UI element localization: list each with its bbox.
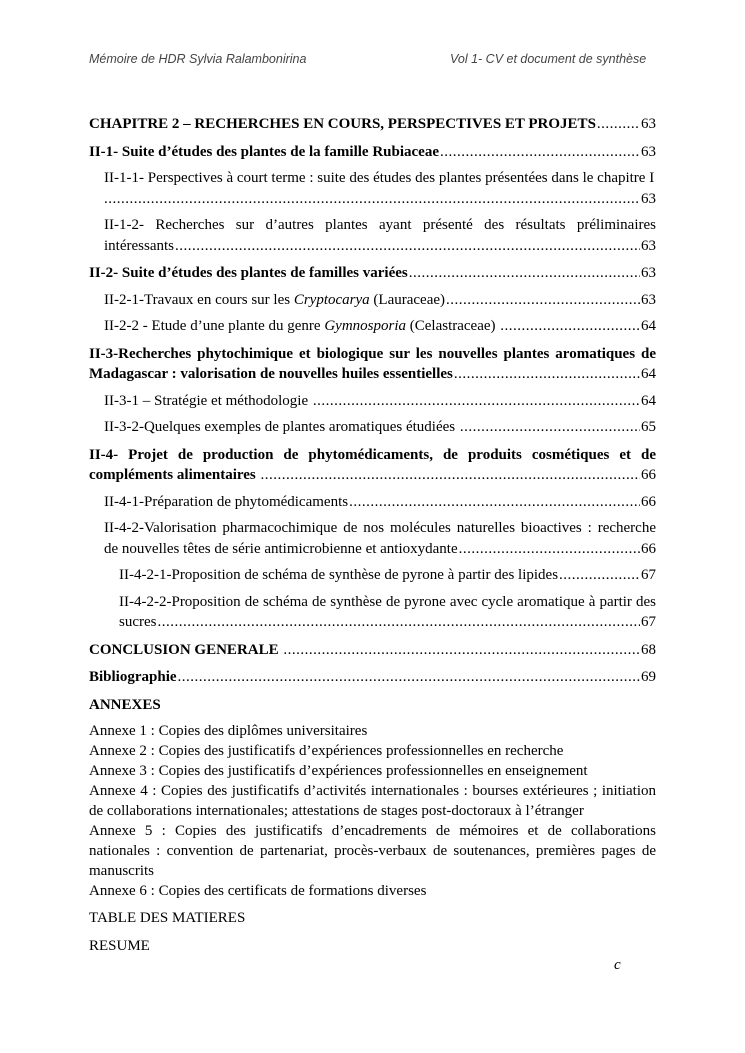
toc-entry-chapitre-2[interactable]: CHAPITRE 2 – RECHERCHES EN COURS, PERSPECTIVES ET PROJETS ..... 63 xyxy=(89,114,656,135)
toc-entry-ii-4[interactable]: II-4- Projet de production de phytomédicaments, de produits cosmétiques et de compléments alimentaires ..... 66 xyxy=(89,445,656,486)
toc-entry-ii-4-2-1[interactable]: II-4-2-1-Proposition de schéma de synthèse de pyrone à partir des lipides ..... 67 xyxy=(89,565,656,586)
header-volume: Vol 1- CV et document de synthèse xyxy=(450,52,647,66)
toc-entry-ii-1-1[interactable]: II-1-1- Perspectives à court terme : suite des études des plantes présentées dans le chapitre I ..... 63 xyxy=(89,168,656,209)
toc-entry-bibliographie[interactable]: Bibliographie ..... 69 xyxy=(89,667,656,688)
toc-entry-ii-2-2[interactable]: II-2-2 - Etude d’une plante du genre Gymnosporia (Celastraceae) ..... 64 xyxy=(89,316,656,337)
toc-entry-ii-2-1[interactable]: II-2-1-Travaux en cours sur les Cryptocarya (Lauraceae) ..... 63 xyxy=(89,290,656,311)
toc-entry-ii-4-1[interactable]: II-4-1-Préparation de phytomédicaments ..... 66 xyxy=(89,492,656,513)
list-item[interactable]: Annexe 6 : Copies des certificats de formations diverses xyxy=(89,883,427,899)
list-item[interactable]: Annexe 5 : Copies des justificatifs d’encadrements de mémoires et de collaborations nationales : convention de partenariat, procès-verbaux de soutenances, premières pages de manuscrits xyxy=(89,823,656,879)
toc-entry-conclusion[interactable]: CONCLUSION GENERALE ..... 68 xyxy=(89,640,656,661)
toc-entry-ii-4-2-2[interactable]: II-4-2-2-Proposition de schéma de synthèse de pyrone avec cycle aromatique à partir des sucres ..... 67 xyxy=(89,592,656,633)
toc-resume[interactable]: RESUME xyxy=(89,937,150,954)
list-item[interactable]: Annexe 2 : Copies des justificatifs d’expériences professionnelles en recherche xyxy=(89,743,564,759)
toc-table-des-matieres[interactable]: TABLE DES MATIERES xyxy=(89,910,246,926)
toc-entry-ii-3-2[interactable]: II-3-2-Quelques exemples de plantes aromatiques étudiées ..... 65 xyxy=(89,417,656,438)
annex-list xyxy=(89,721,656,901)
toc-entry-ii-1-2[interactable]: II-1-2- Recherches sur d’autres plantes ayant présenté des résultats préliminaires intéressants ..... 63 xyxy=(89,215,656,256)
toc-entry-ii-3[interactable]: II-3-Recherches phytochimique et biologique sur les nouvelles plantes aromatiques de Madagascar : valorisation de nouvelles huiles essentielles ..... 64 xyxy=(89,344,656,385)
table-of-contents xyxy=(89,114,656,956)
list-item[interactable]: Annexe 1 : Copies des diplômes universitaires xyxy=(89,723,368,739)
header-author: Mémoire de HDR Sylvia Ralambonirina xyxy=(89,52,307,66)
toc-annexes-title: ANNEXES xyxy=(89,696,161,713)
page-marker: c xyxy=(614,957,621,973)
toc-entry-ii-2[interactable]: II-2- Suite d’études des plantes de familles variées ..... 63 xyxy=(89,263,656,284)
toc-entry-ii-4-2[interactable]: II-4-2-Valorisation pharmacochimique de nos molécules naturelles bioactives : recherche de nouvelles têtes de série antimicrobienne et antioxydante ..... 66 xyxy=(89,518,656,559)
toc-entry-ii-1[interactable]: II-1- Suite d’études des plantes de la famille Rubiaceae ..... 63 xyxy=(89,142,656,163)
list-item[interactable]: Annexe 3 : Copies des justificatifs d’expériences professionnelles en enseignement xyxy=(89,763,588,779)
toc-entry-ii-3-1[interactable]: II-3-1 – Stratégie et méthodologie ..... 64 xyxy=(89,391,656,412)
list-item[interactable]: Annexe 4 : Copies des justificatifs d’activités internationales : bourses extérieures ; initiation de collaborations internationales; attestations de stages post-doctoraux à l’étranger xyxy=(89,783,656,819)
